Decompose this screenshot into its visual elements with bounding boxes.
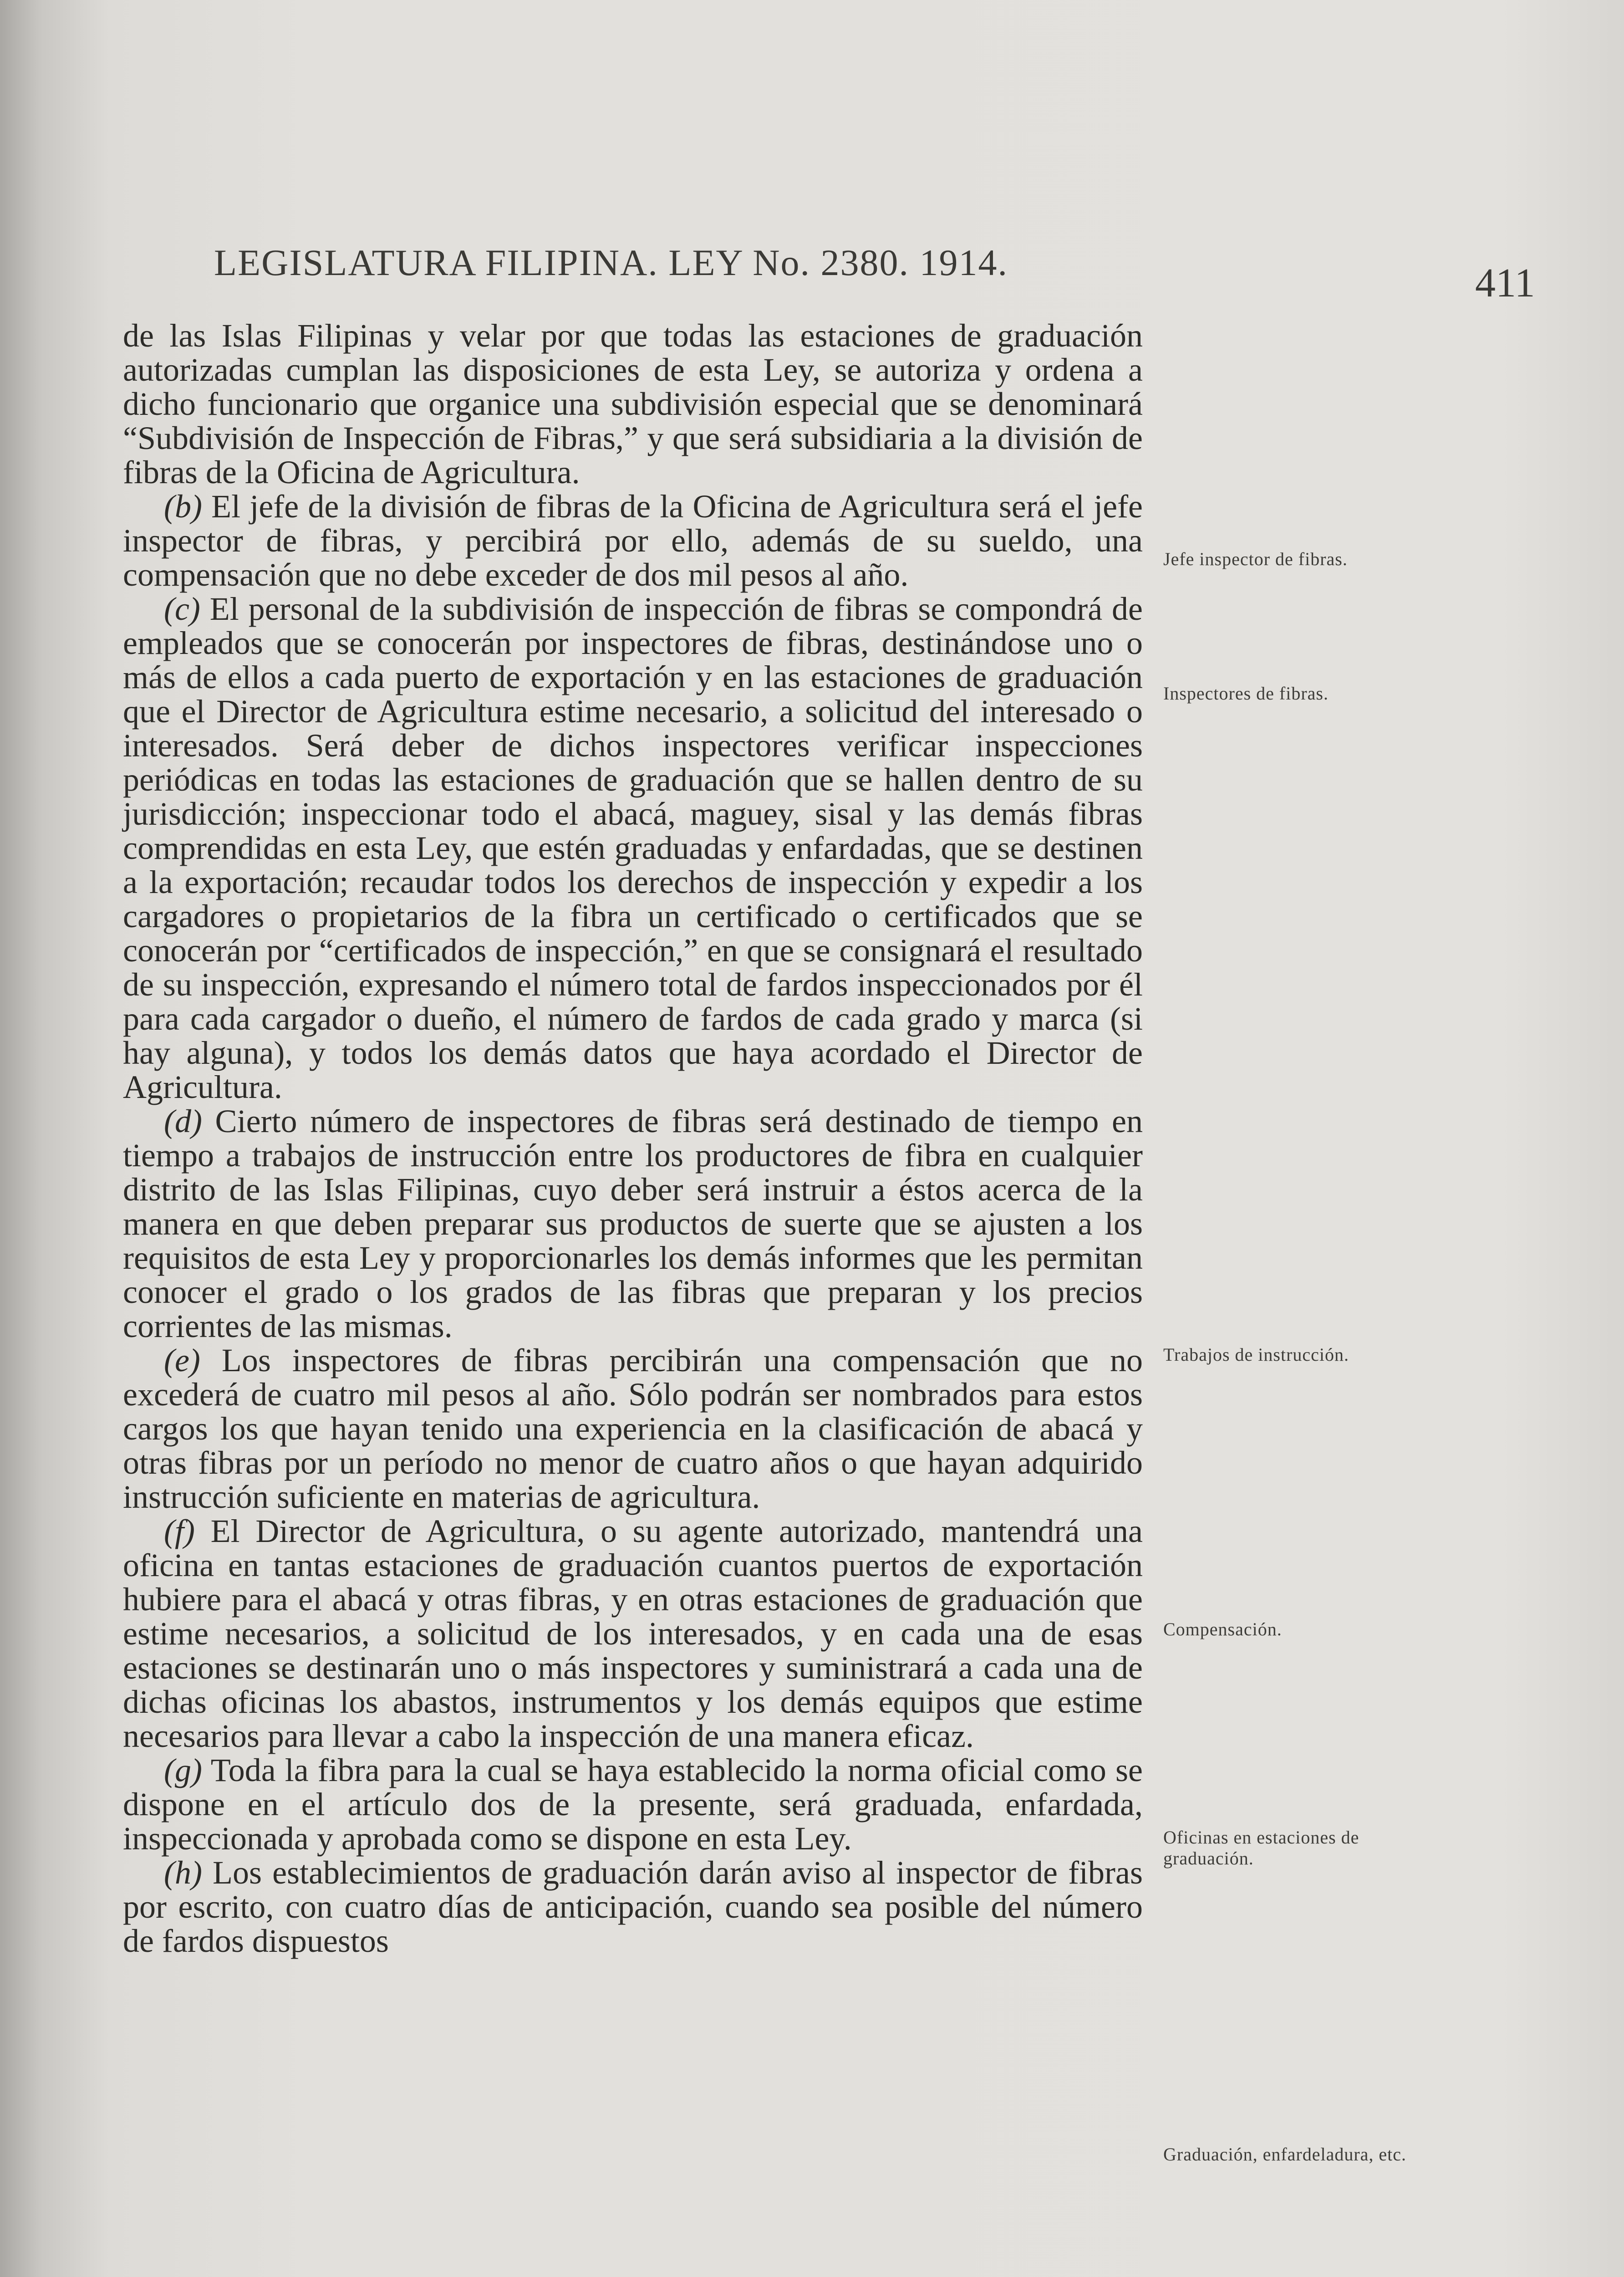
paragraph-label: (f) <box>164 1513 195 1549</box>
paragraph-text: Toda la fibra para la cual se haya establecido la norma oficial como se dispone en el artículo dos de la presente, será graduada, enfardada, inspeccionada y aprobada como se dispone en esta Ley. <box>123 1752 1143 1857</box>
paragraph-e <box>123 1343 1143 1514</box>
paragraph-d <box>123 1104 1143 1343</box>
paragraph-label: (c) <box>164 591 200 627</box>
paragraph-f <box>123 1514 1143 1753</box>
margin-note-jefe-inspector: Jefe inspector de fibras. <box>1163 549 1348 569</box>
paragraph-label: (e) <box>164 1342 200 1378</box>
paragraph-label: (b) <box>164 488 202 525</box>
body-text <box>123 319 1143 1958</box>
paragraph-label: (h) <box>164 1854 202 1891</box>
paragraph-label: (d) <box>164 1103 202 1139</box>
paragraph-text: Los inspectores de fibras percibirán una compensación que no excederá de cuatro mil pesos al año. Sólo podrán ser nombrados para estos cargos los que hayan tenido una experiencia en la clasificación de abacá y otras fibras por un período no menor de cuatro años o que hayan adquirido instrucción suficiente en materias de agricultura. <box>123 1342 1143 1515</box>
paragraph-text: Los establecimientos de graduación darán aviso al inspector de fibras por escrito, con cuatro días de anticipación, cuando sea posible del número de fardos dispuestos <box>123 1854 1143 1959</box>
paragraph-b <box>123 490 1143 592</box>
margin-note-graduacion: Graduación, enfardeladura, etc. <box>1163 2144 1407 2165</box>
margin-note-trabajos-instruccion: Trabajos de instrucción. <box>1163 1344 1349 1365</box>
paragraph-label: (g) <box>164 1752 202 1788</box>
margin-note-compensacion: Compensación. <box>1163 1619 1282 1639</box>
paragraph-text: El personal de la subdivisión de inspección de fibras se compondrá de empleados que se conocerán por inspectores de fibras, destinándose uno o más de ellos a cada puerto de exportación y en las estaciones de graduación que el Director de Agricultura estime necesario, a solicitud del interesado o interesados. Será deber de dichos inspectores verificar inspecciones periódicas en todas las estaciones de graduación que se hallen dentro de su jurisdicción; inspeccionar todo el abacá, maguey, sisal y las demás fibras comprendidas en esta Ley, que estén graduadas y enfardadas, que se destinen a la exportación; recaudar todos los derechos de inspección y expedir a los cargadores o propietarios de la fibra un certificado o certificados que se conocerán por “certificados de inspección,” en que se consignará el resultado de su inspección, expresando el número total de fardos inspeccionados por él para cada cargador o dueño, el número de fardos de cada grado y marca (si hay alguna), y todos los demás datos que haya acordado el Director de Agricultura. <box>123 591 1143 1105</box>
margin-note-inspectores: Inspectores de fibras. <box>1163 683 1329 704</box>
paragraph-intro <box>123 319 1143 490</box>
paragraph-h <box>123 1856 1143 1958</box>
paragraph-text: Cierto número de inspectores de fibras será destinado de tiempo en tiempo a trabajos de instrucción entre los productores de fibra en cualquier distrito de las Islas Filipinas, cuyo deber será instruir a éstos acerca de la manera en que deben preparar sus productos de suerte que se ajusten a los requisitos de esta Ley y proporcionarles los demás informes que les permitan conocer el grado o los grados de las fibras que preparan y los precios corrientes de las mismas. <box>123 1103 1143 1344</box>
paragraph-text: El Director de Agricultura, o su agente autorizado, mantendrá una oficina en tantas estaciones de graduación cuantos puertos de exportación hubiere para el abacá y otras fibras, y en otras estaciones de graduación que estime necesarios, a solicitud de los interesados, y en cada una de esas estaciones se destinarán uno o más inspectores y suministrará a cada una de dichas oficinas los abastos, instrumentos y los demás equipos que estime necesarios para llevar a cabo la inspección de una manera eficaz. <box>123 1513 1143 1754</box>
paragraph-text: El jefe de la división de fibras de la Oficina de Agricultura será el jefe inspector de fibras, y percibirá por ello, además de su sueldo, una compensación que no debe exceder de dos mil pesos al año. <box>123 488 1143 593</box>
paragraph-g <box>123 1753 1143 1856</box>
margin-note-oficinas: Oficinas en estaciones de graduación. <box>1163 1827 1359 1869</box>
page-number: 411 <box>1475 260 1535 306</box>
paragraph-c <box>123 592 1143 1104</box>
paragraph-text: de las Islas Filipinas y velar por que todas las estaciones de graduación autorizadas cumplan las disposiciones de esta Ley, se autoriza y ordena a dicho funcionario que organice una subdivisión especial que se denominará “Subdivisión de Inspección de Fibras,” y que será subsidiaria a la división de fibras de la Oficina de Agricultura. <box>123 317 1143 490</box>
running-header: LEGISLATURA FILIPINA. LEY No. 2380. 1914. <box>214 242 1008 283</box>
